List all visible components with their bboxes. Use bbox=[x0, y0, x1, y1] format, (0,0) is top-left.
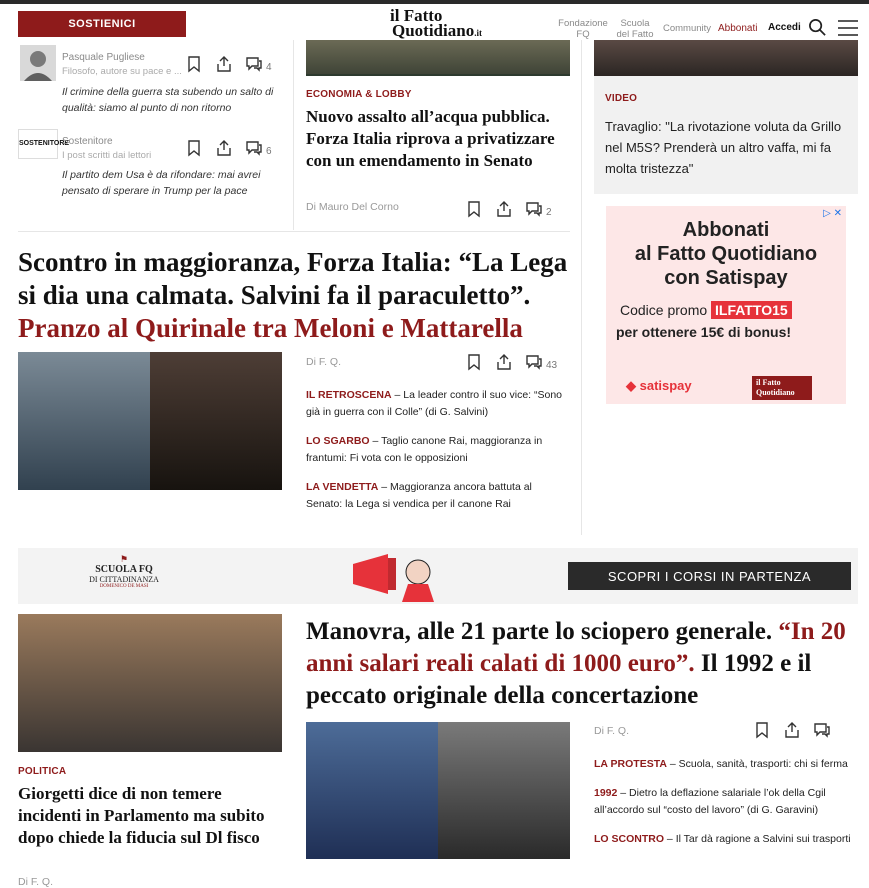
article-byline[interactable]: Di F. Q. bbox=[18, 876, 54, 888]
comment-icon[interactable] bbox=[246, 140, 262, 156]
share-icon[interactable] bbox=[784, 722, 800, 738]
megaphone-icon bbox=[348, 550, 448, 602]
strike-image[interactable] bbox=[306, 722, 570, 859]
opinion-quote[interactable]: Il crimine della guerra sta subendo un salto di qualità: siamo al punto di non ritorno bbox=[62, 86, 274, 114]
bookmark-icon[interactable] bbox=[466, 201, 482, 217]
adchoices-icon[interactable]: ▷ ✕ bbox=[823, 208, 842, 219]
share-icon[interactable] bbox=[216, 140, 232, 156]
ad-fq-logo: il Fatto Quotidiano bbox=[752, 376, 812, 400]
lead-actions bbox=[466, 352, 557, 371]
top-bar bbox=[0, 0, 869, 4]
share-icon[interactable] bbox=[496, 354, 512, 370]
related-link[interactable]: LO SCONTRO – Il Tar dà ragione a Salvini sui trasporti bbox=[594, 833, 851, 845]
ad-line1: Abbonati bbox=[682, 219, 770, 241]
opinion-actions bbox=[186, 138, 272, 157]
opinion-actions bbox=[186, 54, 272, 73]
opinion-subtitle: I post scritti dai lettori bbox=[62, 150, 152, 161]
comment-icon[interactable] bbox=[526, 354, 542, 370]
article-actions bbox=[466, 199, 552, 218]
satispay-logo: ◆ satispay bbox=[626, 378, 692, 393]
ad-promo-text: per ottenere 15€ di bonus! bbox=[616, 324, 792, 340]
ad-line3: con Satispay bbox=[664, 267, 788, 289]
lead-image[interactable] bbox=[18, 352, 282, 490]
comment-icon[interactable] bbox=[814, 722, 830, 738]
video-kicker: VIDEO bbox=[605, 93, 638, 104]
comment-icon[interactable] bbox=[246, 56, 262, 72]
scuola-cta[interactable]: SCOPRI I CORSI IN PARTENZA bbox=[568, 562, 851, 590]
nav-community[interactable]: Community bbox=[662, 23, 712, 34]
scuola-logo: ⚑ SCUOLA FQ DI CITTADINANZA DOMENICO DE MASI bbox=[89, 554, 159, 589]
related-link[interactable]: LA VENDETTA – Maggioranza ancora battuta al Senato: la Lega si vendica per il canone Rai bbox=[306, 481, 532, 510]
comment-count: 6 bbox=[266, 146, 272, 157]
nav-fondazione[interactable]: Fondazione FQ bbox=[558, 18, 608, 40]
ad-promo: Codice promo ILFATTO15 bbox=[620, 302, 792, 318]
strike-byline[interactable]: Di F. Q. bbox=[594, 725, 630, 737]
article-byline[interactable]: Di Mauro Del Corno bbox=[306, 201, 399, 213]
comment-count: 2 bbox=[546, 207, 552, 218]
opinion-subtitle: Filosofo, autore su pace e ... bbox=[62, 66, 182, 77]
article-title[interactable]: Giorgetti dice di non temere incidenti in Parlamento ma subito dopo chiede la fiducia sul Dl fisco bbox=[18, 784, 265, 847]
search-icon[interactable] bbox=[808, 18, 827, 42]
row-divider bbox=[18, 231, 570, 232]
article-title[interactable]: Nuovo assalto all’acqua pubblica. Forza Italia riprova a privatizzare con un emendamento in Senato bbox=[306, 107, 555, 170]
related-link[interactable]: IL RETROSCENA – La leader contro il suo vice: “Sono già in guerra con il Colle” (di G. Salvini) bbox=[306, 389, 563, 418]
lead-headline[interactable]: Scontro in maggioranza, Forza Italia: “La Lega si dia una calmata. Salvini fa il paraculetto”. Pranzo al Quirinale tra Meloni e Mattarella bbox=[18, 247, 568, 343]
logo-suffix: .it bbox=[474, 28, 482, 38]
comment-count: 4 bbox=[266, 62, 272, 73]
subscribe-link[interactable]: Abbonati bbox=[718, 23, 758, 34]
nav-scuola[interactable]: Scuola del Fatto bbox=[616, 18, 654, 40]
promo-code: ILFATTO15 bbox=[711, 301, 792, 319]
comment-icon[interactable] bbox=[526, 201, 542, 217]
site-logo[interactable] bbox=[390, 8, 490, 44]
login-link[interactable]: Accedi bbox=[768, 22, 801, 33]
satispay-ad[interactable] bbox=[606, 206, 846, 404]
logo-line2: Quotidiano bbox=[392, 21, 475, 40]
related-link[interactable]: LA PROTESTA – Scuola, sanità, trasporti: chi si ferma bbox=[594, 758, 848, 770]
related-link[interactable]: LO SGARBO – Taglio canone Rai, maggioranza in frantumi: Fi vota con le opposizioni bbox=[306, 435, 543, 464]
article-image[interactable] bbox=[18, 614, 282, 752]
lead-byline[interactable]: Di F. Q. bbox=[306, 356, 342, 368]
article-image[interactable] bbox=[306, 40, 570, 76]
column-divider bbox=[293, 40, 294, 230]
opinion-author[interactable]: Sostenitore bbox=[62, 136, 113, 147]
menu-icon[interactable] bbox=[838, 19, 858, 42]
column-divider bbox=[581, 40, 582, 535]
bookmark-icon[interactable] bbox=[754, 722, 770, 738]
scuola-banner[interactable] bbox=[18, 548, 858, 604]
strike-actions bbox=[754, 722, 830, 738]
strike-headline[interactable]: Manovra, alle 21 parte lo sciopero generale. “In 20 anni salari reali calati di 1000 euro”. Il 1992 e il peccato originale della concertazione bbox=[306, 618, 846, 709]
sostenitore-logo[interactable]: SOSTENITORE bbox=[18, 129, 58, 159]
related-link[interactable]: 1992 – Dietro la deflazione salariale l’ok della Cgil all’accordo sul “costo del lavoro” (di G. Garavini) bbox=[594, 787, 826, 816]
video-card[interactable] bbox=[594, 76, 858, 194]
support-button[interactable]: SOSTIENICI bbox=[18, 11, 186, 37]
share-icon[interactable] bbox=[216, 56, 232, 72]
comment-count: 43 bbox=[546, 360, 558, 371]
video-thumbnail[interactable] bbox=[594, 40, 858, 76]
opinion-quote[interactable]: Il partito dem Usa è da rifondare: mai avrei pensato di sperare in Trump per la pace bbox=[62, 169, 261, 197]
article-kicker[interactable]: ECONOMIA & LOBBY bbox=[306, 89, 412, 100]
avatar[interactable] bbox=[20, 45, 56, 81]
opinion-author[interactable]: Pasquale Pugliese bbox=[62, 52, 145, 63]
article-kicker[interactable]: POLITICA bbox=[18, 766, 67, 777]
share-icon[interactable] bbox=[496, 201, 512, 217]
bookmark-icon[interactable] bbox=[186, 140, 202, 156]
bookmark-icon[interactable] bbox=[466, 354, 482, 370]
ad-line2: al Fatto Quotidiano bbox=[634, 243, 818, 265]
bookmark-icon[interactable] bbox=[186, 56, 202, 72]
video-title[interactable]: Travaglio: "La rivotazione voluta da Grillo nel M5S? Prenderà un altro vaffa, mi fa molta tristezza" bbox=[605, 119, 842, 176]
logo-line1: il Fatto bbox=[390, 6, 443, 25]
